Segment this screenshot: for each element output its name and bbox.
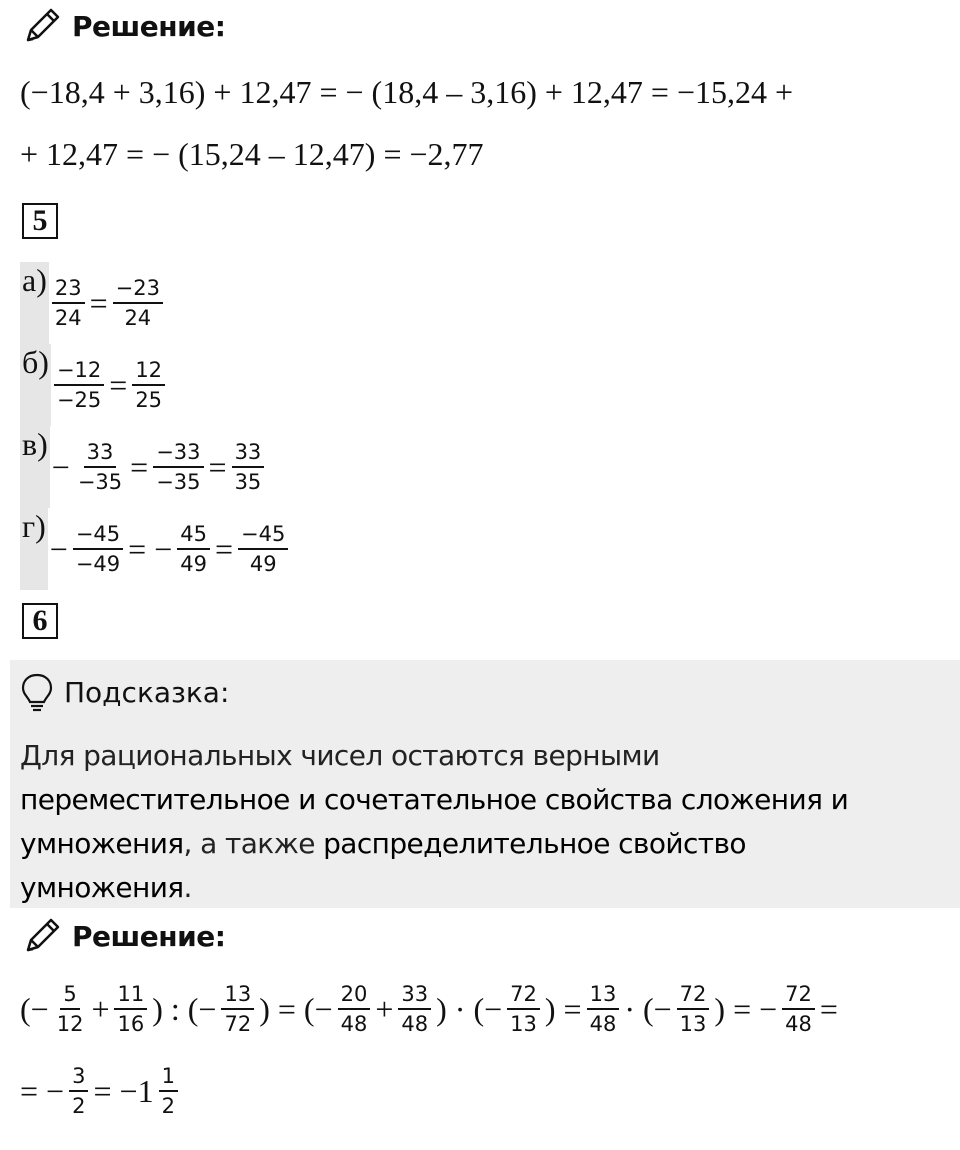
operator: = <box>208 448 227 485</box>
denominator: −49 <box>75 552 121 576</box>
fraction <box>238 522 288 576</box>
denominator: 25 <box>135 388 163 412</box>
operator: = <box>130 448 149 485</box>
solution-label-2: Решение: <box>72 919 226 953</box>
item-label: б) <box>20 344 51 426</box>
task6-line1 <box>18 982 840 1036</box>
numerator: 33 <box>398 982 431 1010</box>
hint-bold-1: переместительное и сочетательное свойства сложения и умножения <box>20 783 849 860</box>
item-label: в) <box>20 426 50 508</box>
task-number-6: 6 <box>22 603 58 639</box>
denominator: 48 <box>401 1012 429 1037</box>
operator: − <box>49 530 68 567</box>
operator: = <box>819 990 838 1027</box>
fraction <box>114 982 147 1036</box>
denominator: −25 <box>56 388 102 412</box>
fraction <box>113 276 163 330</box>
numerator: 12 <box>132 358 165 386</box>
fraction <box>153 440 203 494</box>
numerator: 20 <box>338 982 371 1010</box>
operator: = − <box>128 530 173 567</box>
numerator: 45 <box>177 522 210 550</box>
denominator: 72 <box>224 1012 252 1037</box>
hint-plain-3: . <box>183 871 192 904</box>
operator: ) = (− <box>259 990 333 1027</box>
fraction <box>398 982 431 1036</box>
denominator: 13 <box>679 1012 707 1037</box>
task5-items <box>20 262 291 590</box>
item-label: а) <box>20 262 49 344</box>
hint-bold-2: распределительное свойство умножения <box>20 827 746 904</box>
denominator: 16 <box>117 1012 145 1037</box>
numerator: −23 <box>113 276 163 304</box>
hint-plain-1: Для рациональных чисел остаются верными <box>20 739 660 772</box>
task5-item <box>20 262 291 344</box>
numerator: 1 <box>159 1064 178 1092</box>
fraction <box>221 982 254 1036</box>
fraction <box>177 522 210 576</box>
numerator: 3 <box>69 1064 88 1092</box>
hint-title <box>20 672 229 712</box>
operator: = <box>214 530 234 567</box>
denominator: 2 <box>161 1094 175 1119</box>
denominator: −35 <box>77 470 123 494</box>
denominator: −35 <box>156 470 201 494</box>
fraction <box>782 982 815 1036</box>
task5-item <box>20 426 291 508</box>
numerator: 13 <box>587 982 620 1010</box>
solution-label: Решение: <box>72 9 226 43</box>
hint-title-text: Подсказка: <box>64 675 230 709</box>
denominator: 24 <box>54 306 82 330</box>
lightbulb-icon <box>20 672 54 712</box>
solution-heading-2 <box>20 914 225 958</box>
operator: ) · (− <box>436 990 503 1027</box>
task5-item <box>20 508 291 590</box>
pencil-icon <box>20 4 64 48</box>
operator: ) : (− <box>152 990 217 1027</box>
denominator: 49 <box>180 552 207 576</box>
task4-line2: + 12,47 = − (15,24 – 12,47) = −2,77 <box>20 136 484 172</box>
denominator: 49 <box>249 552 277 576</box>
numerator: 11 <box>114 982 147 1010</box>
pencil-icon <box>20 914 64 958</box>
operator: = <box>89 284 108 321</box>
hint-plain-2: , а также <box>183 827 324 860</box>
fraction <box>54 358 104 412</box>
task6-line2 <box>18 1064 181 1118</box>
numerator: 33 <box>84 440 117 468</box>
denominator: 13 <box>510 1012 537 1037</box>
numerator: 72 <box>677 982 710 1010</box>
fraction <box>232 440 265 494</box>
denominator: 12 <box>56 1012 84 1037</box>
operator: = − <box>20 1072 65 1109</box>
fraction <box>54 982 87 1036</box>
numerator: 72 <box>507 982 540 1010</box>
task4-line1: (−18,4 + 3,16) + 12,47 = − (18,4 – 3,16) + 12,47 = −15,24 + <box>20 74 794 110</box>
fraction <box>132 358 165 412</box>
fraction <box>338 982 371 1036</box>
numerator: 33 <box>232 440 265 468</box>
denominator: 48 <box>785 1012 812 1037</box>
numerator: −33 <box>153 440 203 468</box>
operator: + <box>375 990 394 1027</box>
numerator: −12 <box>54 358 104 386</box>
operator: ) = − <box>714 990 778 1027</box>
denominator: 35 <box>234 470 262 494</box>
operator: + <box>91 990 110 1027</box>
item-label: г) <box>20 508 48 590</box>
numerator: 23 <box>52 276 85 304</box>
numerator: −45 <box>238 522 288 550</box>
operator: − <box>51 448 70 485</box>
fraction <box>677 982 710 1036</box>
fraction <box>159 1064 178 1118</box>
hint-box <box>10 660 960 908</box>
numerator: −45 <box>73 522 123 550</box>
numerator: 5 <box>60 982 79 1010</box>
numerator: 13 <box>221 982 254 1010</box>
denominator: 2 <box>72 1094 86 1119</box>
operator: = −1 <box>93 1072 154 1109</box>
denominator: 48 <box>340 1012 368 1037</box>
solution-heading <box>20 4 225 48</box>
fraction <box>69 1064 88 1118</box>
task-number-5: 5 <box>22 203 58 239</box>
fraction <box>587 982 620 1036</box>
operator: = <box>109 366 128 403</box>
operator: (− <box>20 990 49 1027</box>
numerator: 72 <box>782 982 815 1010</box>
fraction <box>75 440 125 494</box>
fraction <box>52 276 85 330</box>
task5-item <box>20 344 291 426</box>
hint-text <box>20 734 920 910</box>
operator: ) = <box>544 990 582 1027</box>
fraction <box>73 522 123 576</box>
operator: · (− <box>624 990 672 1027</box>
denominator: 24 <box>124 306 152 330</box>
fraction <box>507 982 540 1036</box>
denominator: 48 <box>589 1012 617 1037</box>
